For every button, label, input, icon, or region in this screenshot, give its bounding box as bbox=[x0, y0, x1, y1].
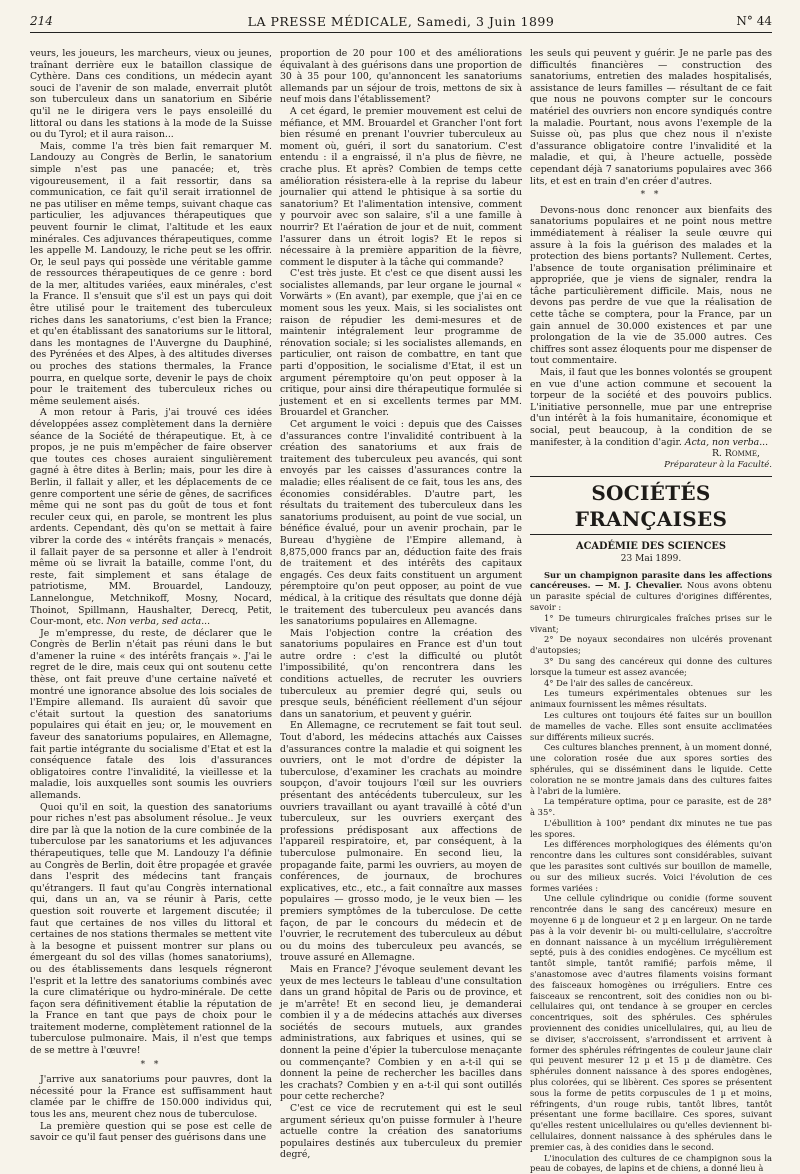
paragraph: Mais en France? J'évoque seulement devant les yeux de mes lecteurs le tableau d'une consultation dans un grand hôpital de Paris ou de province, et je m'arrête! Et en second lieu, je demanderai combien il y a de médecins attachés aux diverses sociétés de secours mutuels, aux grandes administrations, aux fabriques et usines, qui se donnent la peine d'épier la tuberculose menaçante ou commençante? Combien y en a-t-il qui se donnent la peine de rechercher les bacilles dans les crachats? Combien y en a-t-il qui sont outillés pour cette recherche? bbox=[280, 963, 522, 1103]
academy-heading: ACADÉMIE DES SCIENCES bbox=[576, 541, 726, 553]
paragraph: les seuls qui peuvent y guérir. Je ne parle pas des difficultés financières — construction des sanatoriums, entretien des malades hospitalisés, assistance de leurs familles — résultant de ce fait que nous ne pouvons compter sur le concours matériel des ouvriers non encore syndiqués contre la maladie. Pourtant, nous avons l'exemple de la Suisse où, pas plus que chez nous il n'existe d'assurance obligatoire contre l'invalidité et la maladie, et qui, à l'heure actuelle, possède cependant déjà 7 sanatoriums populaires avec 366 lits, et est en train d'en créer d'autres. bbox=[530, 48, 772, 187]
paragraph: veurs, les joueurs, les marcheurs, vieux ou jeunes, traînant derrière eux le bataillon classique de Cythère. Dans ces conditions, un médecin ayant souci de l'avenir de son malade, enverrait plutôt son tuberculeux dans un sanatorium en Sibérie qu'il ne le dirigera vers le pays ensoleillé du littoral ou dans les stations à la mode de la Suisse ou du Tyrol; et il aura raison... bbox=[30, 48, 272, 141]
author-signature: R. Romme, bbox=[711, 448, 760, 460]
list-item: 3° Du sang des cancéreux qui donne des cultures lorsque la tumeur est assez avancée; bbox=[530, 655, 772, 677]
paragraph bbox=[530, 367, 772, 448]
page-header bbox=[30, 14, 772, 33]
paragraph: Mais l'objection contre la création des sanatoriums populaires en France est d'un tout autre ordre : c'est la difficulté ou plutôt l'impossibilité, qu'on rencontrera dans les conditions actuelles, de recruter les ouvriers tuberculeux au premier degré qui, seuls ou presque seuls, bénéficient réellement d'un séjour dans un sanatorium, et peuvent y guérir. bbox=[280, 627, 522, 720]
paragraph-text: A mon retour à Paris, j'ai trouvé ces idées développées assez complètement dans la dernière séance de la Société de thérapeutique. Et, à ce propos, je ne puis m'empêcher de faire observer que toutes ces choses auraient singulièrement gagné à être dites à Berlin; mais, pour les dire à Berlin, il fallait y aller, et les déplacements de ce genre comportent une série de gênes, de sacrifices même qui ne sont pas du goût de tous et font reculer ceux qui, en parole, se montrent les plus ardents. Cependant, dès qu'on se mettait à faire vibrer la corde des « intérêts français » menacés, il fallait payer de sa personne et aller à l'endroit même où se livrait la bataille, comme l'ont, du reste, fait simplement et sans étalage de patriotisme, MM. Brouardel, Landouzy, Lannelongue, Metchnikoff, Mosny, Nocard, Thoinot, Spillmann, Haushalter, Derecq, Petit, Cour-mont, etc. bbox=[30, 407, 272, 628]
note-paragraph: Les cultures ont toujours été faites sur un bouillon de mamelles de vache. Elles sont ensuite acclimatées sur différents milieux sucrés. bbox=[530, 709, 772, 742]
paragraph: A cet égard, le premier mouvement est celui de méfiance, et MM. Brouardel et Grancher l'ont fort bien résumé en prenant l'ouvrier tuberculeux au moment où, guéri, il sort du sanatorium. C'est entendu : il a engraissé, il n'a plus de fièvre, ne crache plus. Et après? Combien de temps cette amélioration résistera-elle à la reprise du labeur journalier qui attend le phtisique à sa sortie du sanatorium? Et l'alimentation intensive, comment y pourvoir avec son salaire, s'il a une famille à nourrir? Et l'aération de jour et de nuit, comment l'assurer dans un étroit logis? Et le repos si nécessaire à la première apparition de la fièvre, comment le disputer à la tâche qui commande? bbox=[280, 105, 522, 268]
list-item: 1° De tumeurs chirurgicales fraîches prises sur le vivant; bbox=[530, 612, 772, 634]
paragraph: Mais, comme l'a très bien fait remarquer M. Landouzy au Congrès de Berlin, le sanatorium simple n'est pas une panacée; et, très vigoureusement, il a fait ressortir, dans sa communication, ce fait qu'il serait irrationnel de ne pas utiliser en même temps, suivant chaque cas particulier, les adjuvances thérapeutiques que peuvent fournir le climat, l'altitude et les eaux minérales. Ces adjuvances thérapeutiques, comme les appelle M. Landouzy, le riche peut se les offrir. Or, le seul pays qui possède une véritable gamme de ressources thérapeutiques de ce genre : bord de la mer, altitudes variées, eaux minérales, c'est la France. Il s'ensuit que s'il est un pays qui doit être utilisé pour le traitement des tuberculeux riches dans les sanatoriums, c'est bien la France; et qu'en établissant des sanatoriums sur le littoral, dans les montagnes de l'Auvergne du Dauphiné, des Pyrénées et des Alpes, à des altitudes diverses ou proches des stations thermales, la France pourra, en quelque sorte, devenir le pays de choix pour le traitement des tuberculeux riches ou même seulement aisés. bbox=[30, 140, 272, 407]
section-separator: * * bbox=[140, 1059, 162, 1070]
article-columns bbox=[30, 48, 772, 1174]
scientific-note bbox=[530, 570, 772, 1174]
paragraph-text: Mais, il faut que les bonnes volontés se groupent en vue d'une action commune et secouent la torpeur de la société et des pouvoirs publics. L'initiative personnelle, mue par une entreprise d'un intérêt à la fois humanitaire, économique et social, peut beaucoup, à la condition de se manifester, à la condition d'agir. bbox=[530, 367, 772, 448]
column-3 bbox=[530, 48, 772, 1174]
note-author: — M. J. Chevalier. bbox=[595, 580, 683, 591]
paragraph bbox=[30, 407, 272, 627]
divider bbox=[530, 476, 772, 477]
section-separator: * * bbox=[640, 190, 662, 201]
latin-phrase: Acta, non verba... bbox=[684, 436, 769, 448]
note-paragraph: Les tumeurs expérimentales obtenues sur les animaux fournissent les mêmes résultats. bbox=[530, 688, 772, 710]
paragraph: J'arrive aux sanatoriums pour pauvres, dont la nécessité pour la France est suffisamment haut clamée par le chiffre de 150.000 individus qui, tous les ans, meurent chez nous de tuberculose. bbox=[30, 1074, 272, 1121]
column-1 bbox=[30, 48, 272, 1166]
author-role: Préparateur à la Faculté. bbox=[664, 459, 772, 470]
paragraph: Quoi qu'il en soit, la question des sanatoriums pour riches n'est pas absolument résolue.. Je veux dire par là que la notion de la cure combinée de la tuberculose par les sanatoriums et les adjuvances thérapeutiques, telle que M. Landouzy l'a définie au Congrès de Berlin, doit être propagée et gravée dans l'esprit des médecins tant français qu'étrangers. Il faut qu'au Congrès international qui, dans un an, va se réunir à Paris, cette question soit rouverte et largement discutée; il faut que certaines de nos villes du littoral et certaines de nos stations thermales se mettent vite à la besogne et puissent montrer sur plans ou émergeant du sol des villas (homes sanatoriums), ou des établissements dans lesquels régneront l'esprit et la lettre des sanatoriums combinés avec la cure climatérique ou hydro-minérale. De cette façon sera définitivement établie la réputation de la France en tant que pays de choix pour le traitement moderne, complètement rationnel de la tuberculose pulmonaire. Mais, il n'est que temps de se mettre à l'œuvre! bbox=[30, 801, 272, 1057]
note-paragraph bbox=[530, 570, 772, 613]
session-date: 23 Mai 1899. bbox=[620, 553, 682, 564]
list-item: 4° De l'air des salles de cancéreux. bbox=[544, 677, 694, 688]
column-2 bbox=[280, 48, 522, 1166]
note-title: Sur un champignon parasite dans les affections cancéreuses. bbox=[530, 569, 772, 591]
paragraph: proportion de 20 pour 100 et des améliorations équivalant à des guérisons dans une proportion de 30 à 35 pour 100, qu'annoncent les sanatoriums allemands par un séjour de trois, mettons de six à neuf mois dans l'établissement? bbox=[280, 48, 522, 106]
list-item: 2° De noyaux secondaires non ulcérés provenant d'autopsies; bbox=[530, 634, 772, 656]
latin-phrase: Non verba, sed acta... bbox=[106, 616, 211, 628]
paragraph: Cet argument le voici : depuis que des Caisses d'assurances contre l'invalidité contribuent à la création des sanatoriums et aux frais de traitement des tuberculeux peu avancés, qui sont envoyés par les caisses d'assurances contre la maladie; elles réalisent de ce fait, tous les ans, des économies considérables. D'autre part, les résultats du traitement des tuberculeux dans les sanatoriums produisent, au point de vue social, un bénéfice évalué, pour un avenir prochain, par le Bureau d'hygiène de l'Empire allemand, à 8,875,000 francs par an, déduction faite des frais de traitement et des intérêts des capitaux engagés. Ces deux faits constituent un argument péremptoire qu'on peut opposer, au point de vue médical, à la critique des résultats que donne déjà le traitement des tuberculeux peu avancés dans les sanatoriums populaires en Allemagne. bbox=[280, 419, 522, 628]
note-paragraph: Une cellule cylindrique ou conidie (forme souvent rencontrée dans le sang des cancéreux) mesure en moyenne 6 µ de longueur et 2 µ en largeur. On ne tarde pas à la voir devenir bi- ou multi-cellulaire, s'accroître en donnant naissance à un mycélium irrégulièrement septé, puis à des conidies endogènes. Ce mycélium est tantôt simple, tantôt ramifié; parfois même, il s'anastomose avec d'autres filaments voisins formant des faisceaux homogènes ou irréguliers. Entre ces faisceaux se rencontrent, soit des conidies non ou bi-cellulaires qui, ont tendance à se grouper en cercles concentriques, soit des sphérules. Ces sphérules proviennent des conidies unicellulaires, qui, au lieu de se diviser, s'accroissent, s'arrondissent et arrivent à former des sphérules réfringentes de couleur jaune clair qui peuvent mesurer 12 µ et 15 µ de diamètre. Ces sphérules donnent naissance à des spores endogènes, plus colorées, qui se libèrent. Ces spores se présentent sous la forme de petits corpuscules de 1 µ et moins, réfringents, d'un rouge rubis, tantôt libres, tantôt présentant une forme bacillaire. Ces spores, suivant qu'elles restent unicellulaires ou qu'elles deviennent bi-cellulaires, donnent naissance à des sphérules dans le premier cas, à des conidies dans le second. bbox=[530, 893, 772, 1152]
paragraph: La première question qui se pose est celle de savoir ce qu'il faut penser des guérisons dans une bbox=[30, 1120, 272, 1144]
divider bbox=[530, 534, 772, 535]
paragraph: En Allemagne, ce recrutement se fait tout seul. Tout d'abord, les médecins attachés aux Caisses d'assurances contre la maladie et qui soignent les ouvriers, ont le mot d'ordre de dépister la tuberculose, d'examiner les crachats au moindre soupçon, d'avoir toujours l'œil sur les ouvriers présentant des antécédents tuberculeux, sur les ouvriers travaillant ou ayant travaillé à côté d'un tuberculeux, sur les ouvriers exerçant des professions prédisposant aux affections de l'appareil respiratoire, et, par conséquent, à la tuberculose pulmonaire. En second lieu, la propagande faite, parmi les ouvriers, au moyen de conférences, de journaux, de brochures explicatives, etc., etc., a fait connaître aux masses populaires — grosso modo, je le veux bien — les premiers symptômes de la tuberculose. De cette façon, de par le concours du médecin et de l'ouvrier, le recrutement des tuberculeux au début ou du moins des tuberculeux peu avancés, se trouve assuré en Allemagne. bbox=[280, 720, 522, 964]
note-paragraph: La température optima, pour ce parasite, est de 28° à 35°. bbox=[530, 796, 772, 818]
note-intro: Nous avons obtenu un parasite spécial de cultures d'origines différentes, savoir : bbox=[530, 580, 772, 612]
paragraph: C'est ce vice de recrutement qui est le seul argument sérieux qu'on puisse formuler à l'heure actuelle contre la création des sanatoriums populaires destinés aux tuberculeux du premier degré, bbox=[280, 1103, 522, 1161]
note-paragraph: L'inoculation des cultures de ce champignon sous la peau de cobayes, de lapins et de chiens, a donné lieu à bbox=[530, 1152, 772, 1174]
page-title: LA PRESSE MÉDICALE, Samedi, 3 Juin 1899 bbox=[247, 14, 555, 29]
page-number: 214 bbox=[30, 14, 53, 28]
note-paragraph: L'ébullition à 100° pendant dix minutes ne tue pas les spores. bbox=[530, 817, 772, 839]
issue-number: N° 44 bbox=[736, 14, 772, 28]
note-paragraph: Ces cultures blanches prennent, à un moment donné, une coloration rosée due aux spores sorties des sphérules, qui se disséminent dans le liquide. Cette coloration ne se montre jamais dans des cultures faites à l'abri de la lumière. bbox=[530, 742, 772, 796]
note-paragraph: Les différences morphologiques des éléments qu'on rencontre dans les cultures sont considérables, suivant que les parasites sont cultivés sur bouillon de mamelle, ou sur des milieux sucrés. Voici l'évolution de ces formes variées : bbox=[530, 839, 772, 893]
section-title: SOCIÉTÉS FRANÇAISES bbox=[574, 481, 728, 532]
paragraph: C'est très juste. Et c'est ce que disent aussi les socialistes allemands, par leur organe le journal « Vorwärts » (En avant), par exemple, que j'ai en ce moment sous les yeux. Mais, si les socialistes ont raison de répudier les demi-mesures et de maintenir intégralement leur programme de rénovation sociale; si les socialistes allemands, en particulier, ont raison de combattre, en tant que parti d'opposition, le socialisme d'Etat, il est un argument péremptoire qu'on peut opposer à la critique, pour ainsi dire thérapeutique formulée si justement et en si excellents termes par MM. Brouardel et Grancher. bbox=[280, 268, 522, 419]
paragraph: Je m'empresse, du reste, de déclarer que le Congrès de Berlin n'était pas réuni dans le but d'amener la ruine « des intérêts français ». J'ai le regret de le dire, mais ceux qui ont soutenu cette thèse, ont fait preuve d'une certaine naïveté et montré une ignorance absolue des lois sociales de l'Empire allemand. Ils auraient dû savoir que c'était surtout la question des sanatoriums populaires qui était en jeu; or, le mouvement en faveur des sanatoriums populaires, en Allemagne, fait partie intégrante du socialisme d'Etat et est la conséquence fatale des lois d'assurances obligatoires contre l'invalidité, la vieillesse et la maladie, lois auxquelles sont soumis les ouvriers allemands. bbox=[30, 627, 272, 801]
paragraph: Devons-nous donc renoncer aux bienfaits des sanatoriums populaires et ne point nous mettre immédiatement à réaliser la seule œuvre qui assure à la fois la guérison des malades et la protection des biens portants? Nullement. Certes, l'absence de toute organisation préliminaire et appropriée, que je viens de signaler, rendra la tâche particulièrement difficile. Mais, nous ne devons pas perdre de vue que la réalisation de cette tâche se comptera, pour la France, par un gain annuel de 30.000 existences et par une prolongation de la vie de 35.000 autres. Ces chiffres sont assez éloquents pour me dispenser de tout commentaire. bbox=[530, 204, 772, 367]
